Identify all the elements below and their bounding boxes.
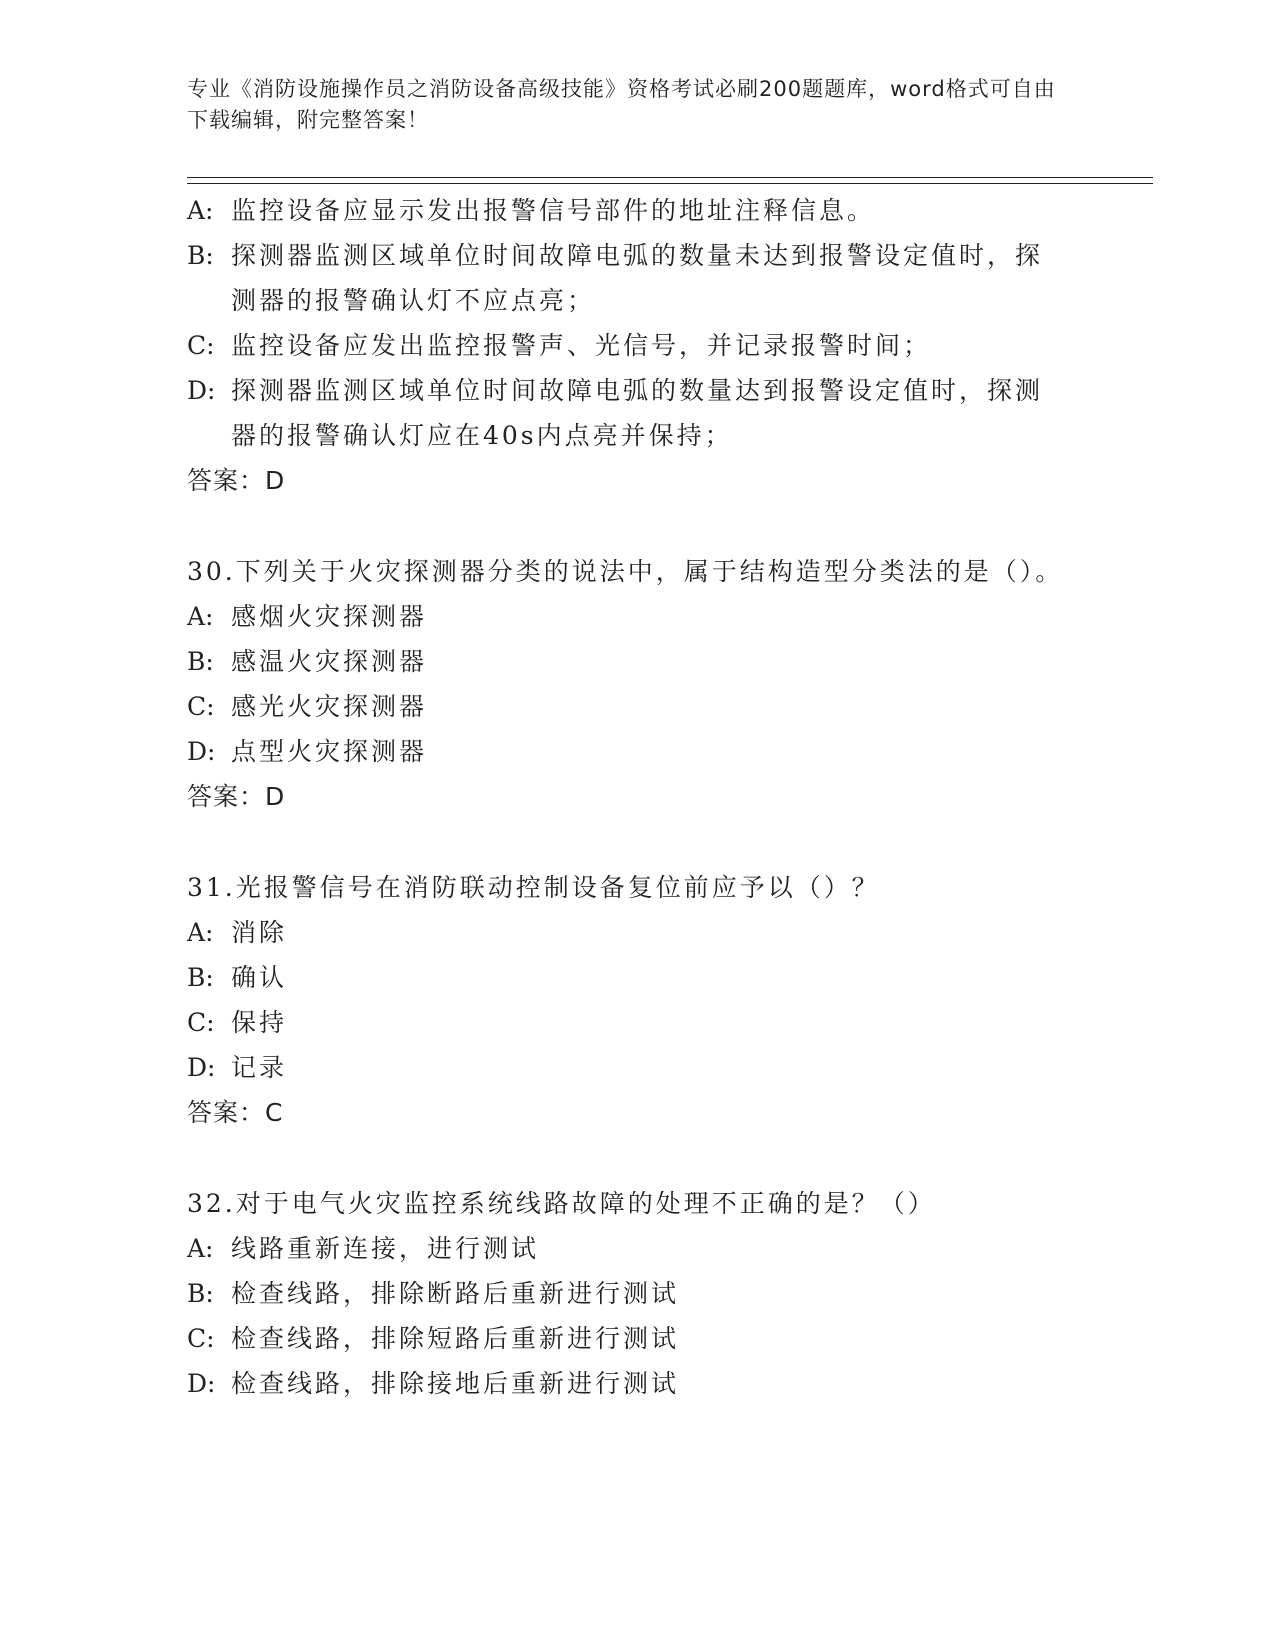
option-letter: C: xyxy=(187,1324,215,1353)
option-a xyxy=(187,910,1067,955)
option-text: 检查线路，排除断路后重新进行测试 xyxy=(231,1279,680,1308)
option-letter: B: xyxy=(187,241,214,270)
option-a xyxy=(187,1226,1067,1271)
option-letter: A: xyxy=(187,1234,214,1263)
header-rule-top xyxy=(187,177,1153,178)
option-text: 点型火灾探测器 xyxy=(231,737,428,766)
option-text: 感温火灾探测器 xyxy=(231,647,428,676)
question-stem: 32.对于电气火灾监控系统线路故障的处理不正确的是？（） xyxy=(187,1189,936,1218)
spacer xyxy=(187,819,1067,865)
option-b xyxy=(187,955,1067,1000)
option-text: 线路重新连接，进行测试 xyxy=(231,1234,540,1263)
option-c xyxy=(187,684,1067,729)
option-letter: D: xyxy=(187,376,216,405)
option-c xyxy=(187,323,1067,368)
option-text: 感光火灾探测器 xyxy=(231,692,428,721)
option-text: 监控设备应显示发出报警信号部件的地址注释信息。 xyxy=(231,196,876,225)
question-content xyxy=(187,188,1067,1406)
option-b xyxy=(187,233,1067,323)
option-letter: D: xyxy=(187,1053,216,1082)
option-d xyxy=(187,729,1067,774)
option-letter: B: xyxy=(187,1279,214,1308)
document-header: 专业《消防设施操作员之消防设备高级技能》资格考试必刷200题题库，word格式可自由下载编辑，附完整答案！ xyxy=(187,77,1056,132)
option-d xyxy=(187,1361,1067,1406)
option-c xyxy=(187,1000,1067,1045)
option-letter: C: xyxy=(187,331,215,360)
option-letter: B: xyxy=(187,647,214,676)
option-b xyxy=(187,1271,1067,1316)
option-c xyxy=(187,1316,1067,1361)
spacer xyxy=(187,1135,1067,1181)
option-letter: B: xyxy=(187,963,214,992)
option-text: 消除 xyxy=(231,918,288,947)
option-letter: C: xyxy=(187,692,215,721)
option-text: 检查线路，排除短路后重新进行测试 xyxy=(231,1324,680,1353)
option-letter: D: xyxy=(187,1369,216,1398)
option-a xyxy=(187,594,1067,639)
option-letter: A: xyxy=(187,602,214,631)
spacer xyxy=(187,503,1067,549)
option-text: 探测器监测区域单位时间故障电弧的数量达到报警设定值时，探测器的报警确认灯应在40s内点亮并保持； xyxy=(231,376,1044,450)
option-text: 确认 xyxy=(231,963,288,992)
question-29-continued xyxy=(187,188,1067,503)
option-text: 探测器监测区域单位时间故障电弧的数量未达到报警设定值时，探测器的报警确认灯不应点亮； xyxy=(231,241,1044,315)
question-31 xyxy=(187,865,1067,1135)
option-letter: A: xyxy=(187,918,214,947)
option-b xyxy=(187,639,1067,684)
answer-line: 答案：D xyxy=(187,782,286,811)
answer-line: 答案：D xyxy=(187,466,286,495)
question-32 xyxy=(187,1181,1067,1406)
option-text: 检查线路，排除接地后重新进行测试 xyxy=(231,1369,680,1398)
question-stem: 31.光报警信号在消防联动控制设备复位前应予以（）？ xyxy=(187,873,880,902)
question-30 xyxy=(187,549,1067,819)
option-text: 监控设备应发出监控报警声、光信号，并记录报警时间； xyxy=(231,331,932,360)
answer-line: 答案：C xyxy=(187,1098,284,1127)
option-d xyxy=(187,1045,1067,1090)
question-stem: 30.下列关于火灾探测器分类的说法中，属于结构造型分类法的是（）。 xyxy=(187,557,1064,586)
option-letter: D: xyxy=(187,737,216,766)
option-letter: A: xyxy=(187,196,214,225)
header-rule-bottom xyxy=(187,183,1153,184)
option-letter: C: xyxy=(187,1008,215,1037)
option-text: 保持 xyxy=(231,1008,288,1037)
option-a xyxy=(187,188,1067,233)
option-text: 感烟火灾探测器 xyxy=(231,602,428,631)
option-d xyxy=(187,368,1067,458)
option-text: 记录 xyxy=(231,1053,288,1082)
